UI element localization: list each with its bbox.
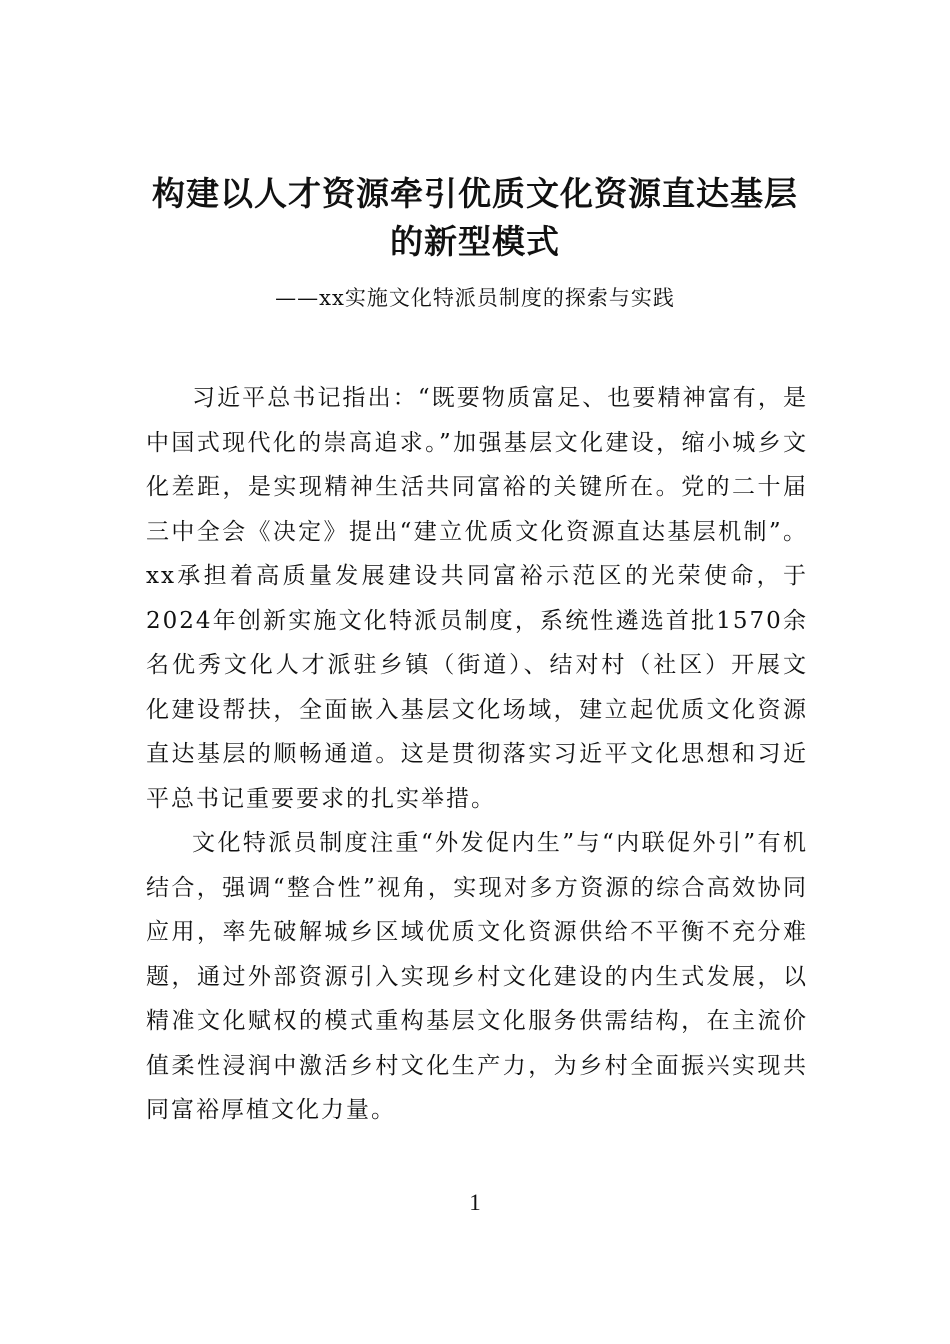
paragraph: 习近平总书记指出：“既要物质富足、也要精神富有，是中国式现代化的崇高追求。”加强基层文化建设，缩小城乡文化差距，是实现精神生活共同富裕的关键所在。党的二十届三中全会《决定》提出“建立优质文化资源直达基层机制”。xx承担着高质量发展建设共同富裕示范区的光荣使命，于2024年创新实施文化特派员制度，系统性遴选首批1570余名优秀文化人才派驻乡镇（街道）、结对村（社区）开展文化建设帮扶，全面嵌入基层文化场域，建立起优质文化资源直达基层的顺畅通道。这是贯彻落实习近平文化思想和习近平总书记重要要求的扎实举措。 xyxy=(146,385,808,812)
document-subtitle: ——xx实施文化特派员制度的探索与实践 xyxy=(275,286,675,310)
document-body xyxy=(146,376,808,1133)
page-number: 1 xyxy=(469,1190,481,1215)
document-title: 构建以人才资源牵引优质文化资源直达基层的新型模式 xyxy=(152,174,798,261)
paragraph: 文化特派员制度注重“外发促内生”与“内联促外引”有机结合，强调“整合性”视角，实现对多方资源的综合高效协同应用，率先破解城乡区域优质文化资源供给不平衡不充分难题，通过外部资源引入实现乡村文化建设的内生式发展，以精准文化赋权的模式重构基层文化服务供需结构，在主流价值柔性浸润中激活乡村文化生产力，为乡村全面振兴实现共同富裕厚植文化力量。 xyxy=(146,830,808,1123)
